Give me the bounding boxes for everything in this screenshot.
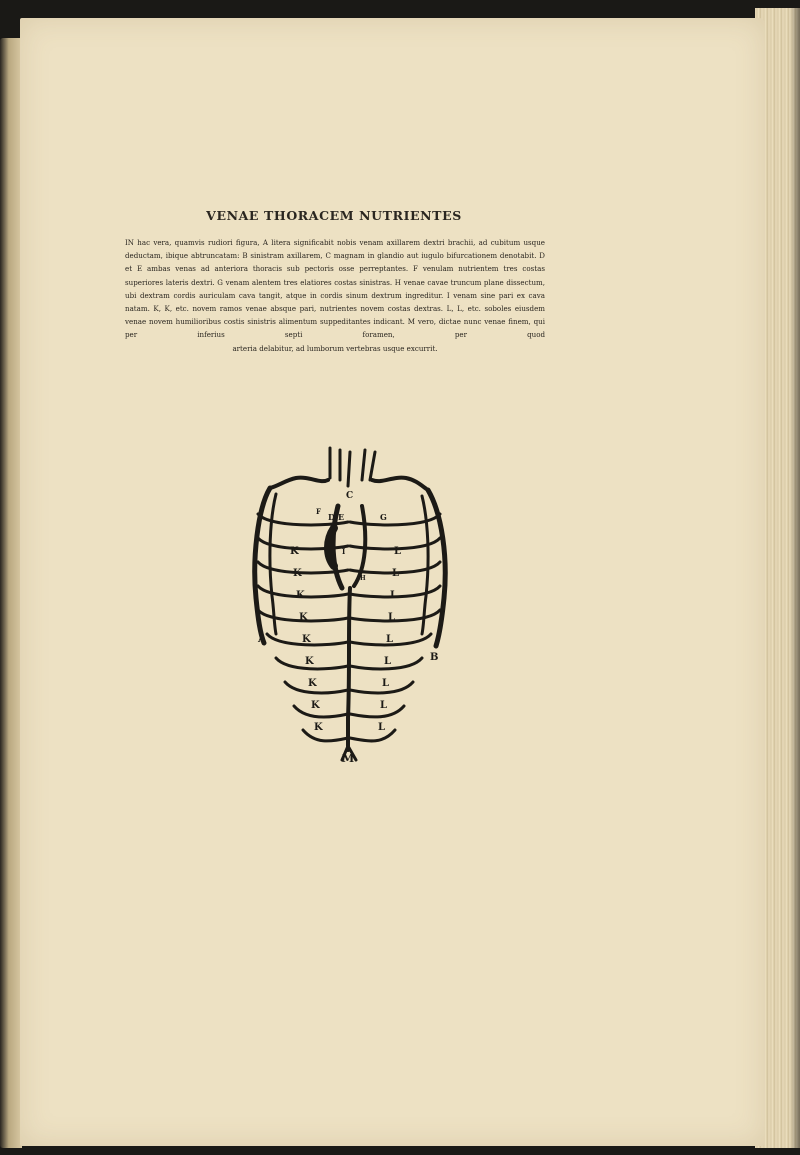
body-paragraph-tail: arteria delabitur, ad lumborum vertebras usque excurrit. bbox=[232, 344, 438, 353]
label-L-4: L bbox=[388, 612, 396, 623]
label-K-6: K bbox=[305, 656, 314, 667]
label-I: I bbox=[342, 547, 346, 556]
label-E: E bbox=[338, 512, 345, 522]
page-title: VENAE THORACEM NUTRIENTES bbox=[206, 208, 462, 223]
label-L-1: L bbox=[394, 546, 402, 557]
label-B: B bbox=[430, 652, 439, 663]
subclavian-left bbox=[372, 478, 428, 490]
label-K-3: K bbox=[296, 590, 305, 601]
label-F: F bbox=[316, 507, 321, 516]
book-left-edge bbox=[0, 38, 22, 1148]
label-K-5: K bbox=[302, 634, 311, 645]
label-A: A bbox=[258, 634, 266, 645]
label-L-8: L bbox=[380, 700, 388, 711]
label-L-6: L bbox=[384, 656, 392, 667]
label-K-9: K bbox=[314, 722, 323, 733]
label-H: H bbox=[360, 575, 366, 582]
label-M: M bbox=[342, 752, 355, 765]
book-page bbox=[20, 18, 765, 1146]
thoracic-veins-illustration bbox=[230, 428, 470, 768]
label-L-7: L bbox=[382, 678, 390, 689]
anatomical-woodcut-figure bbox=[230, 428, 470, 768]
label-L-9: L bbox=[378, 722, 386, 733]
label-K-8: K bbox=[311, 700, 320, 711]
axillary-left-inner bbox=[422, 496, 428, 634]
label-K-1: K bbox=[290, 546, 299, 557]
label-D: D bbox=[328, 512, 335, 522]
label-K-4: K bbox=[299, 612, 308, 623]
label-K-2: K bbox=[293, 568, 302, 579]
neck-veins bbox=[330, 448, 375, 486]
rib-vein-left-9 bbox=[350, 706, 404, 717]
azygos-trunk bbox=[348, 588, 350, 750]
label-C: C bbox=[346, 491, 354, 501]
subclavian-right bbox=[270, 478, 328, 488]
label-K-7: K bbox=[308, 678, 317, 689]
label-L-5: L bbox=[386, 634, 394, 645]
label-L-3: L bbox=[390, 590, 398, 601]
label-L-2: L bbox=[392, 568, 400, 579]
rib-vein-right-10 bbox=[303, 730, 348, 741]
rib-vein-left-10 bbox=[350, 730, 395, 741]
axillary-right-inner bbox=[270, 494, 276, 634]
label-G: G bbox=[380, 512, 387, 522]
body-paragraph: IN hac vera, quamvis rudiori figura, A litera significabit nobis venam axillarem dextri brachii, ad cubitum usque deductam, ibique abtruncatam: B sinistram axillarem, C magnam in glandio aut iugulo bifurcationem denotabit. D et E ambas venas ad anteriora thoracis sub pectoris osse perreptantes. F venulam nutrientem tres costas superiores lateris dextri. G venam alentem tres elatiores costas sinistras. H venae cavae truncum plane dissectum, ubi dextram cordis auriculam cava tangit, atque in cordis sinum dextrum ingreditur. I venam sine pari ex cava natam. K, K, etc. novem ramos venae absque pari, nutrientes novem costas dextras. L, L, etc. soboles eiusdem venae novem humilioribus costis sinistris alimentum suppeditantes indicant. M vero, dictae nunc venae finem, qui per inferius septi foramen, per quod bbox=[125, 238, 545, 340]
rib-vein-right-9 bbox=[294, 706, 348, 717]
